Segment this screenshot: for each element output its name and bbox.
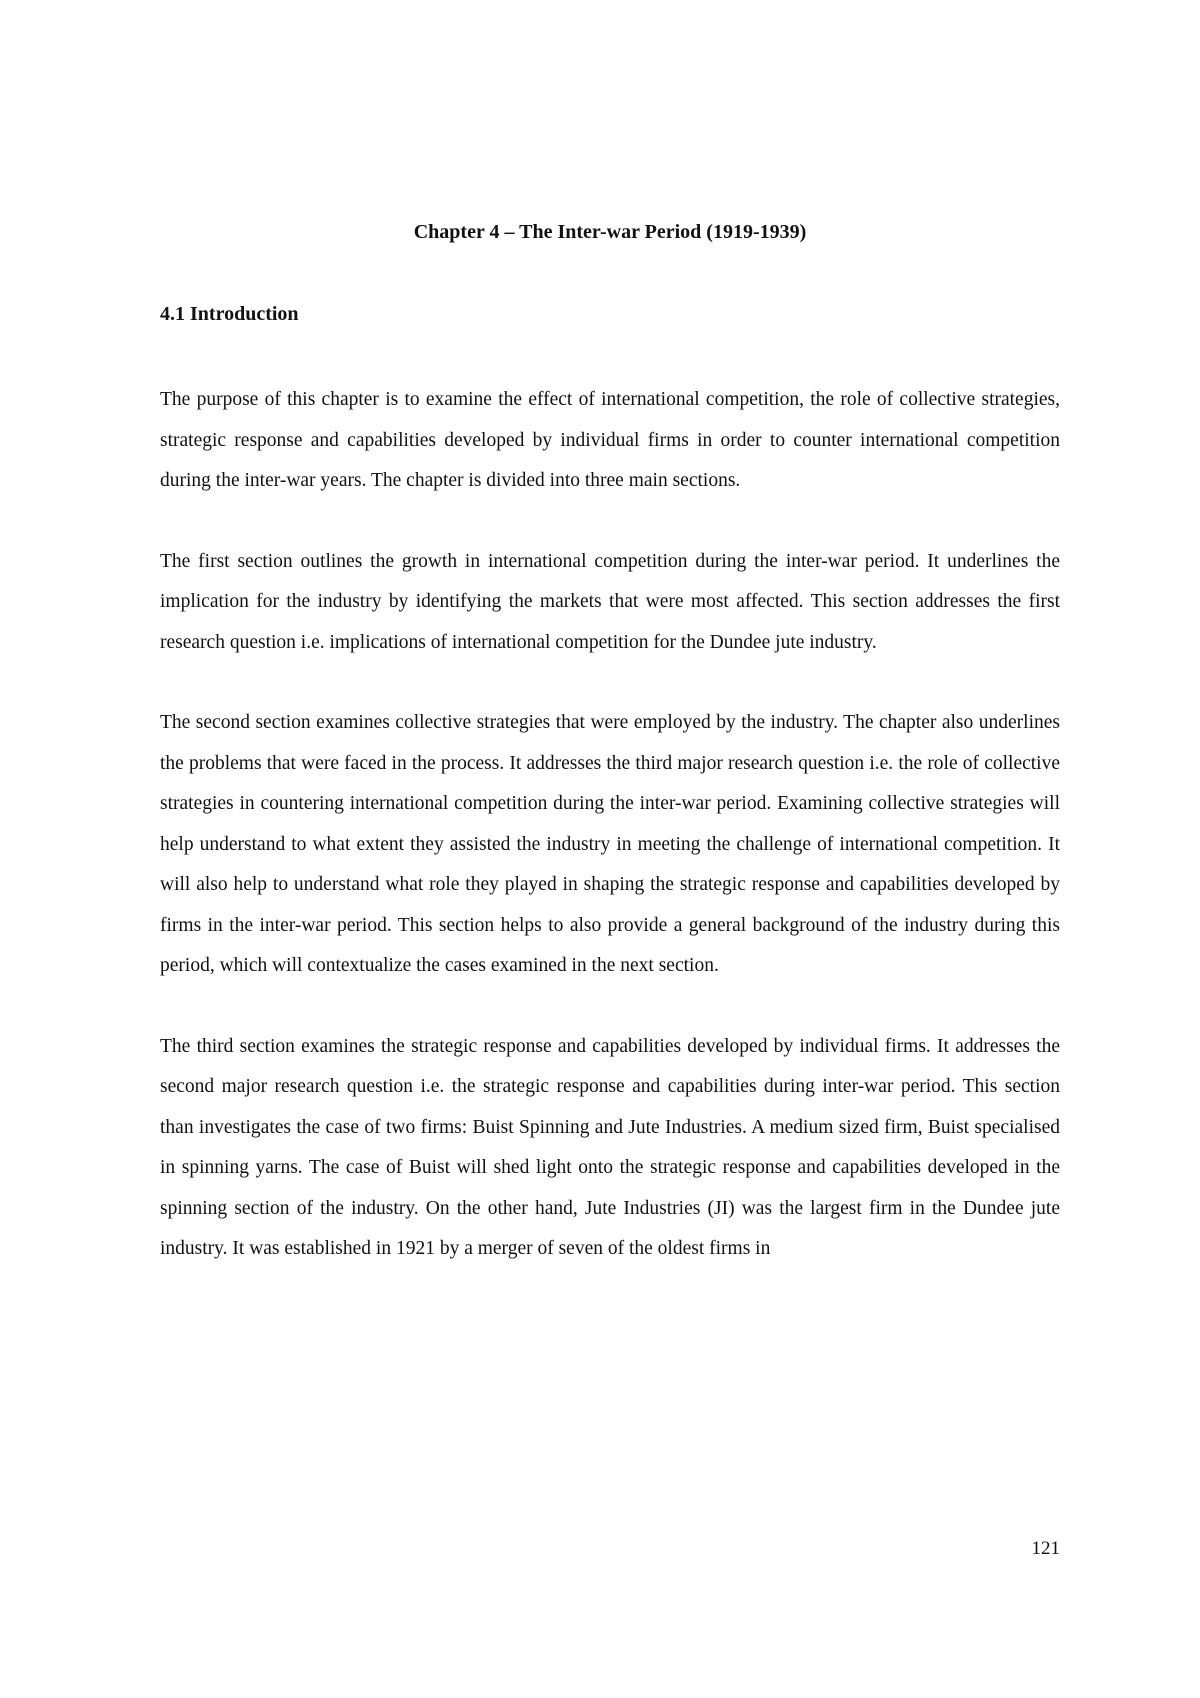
section-heading: 4.1 Introduction xyxy=(160,303,299,325)
paragraph-2: The first section outlines the growth in international competition during the inter-war period. It underlines the implication for the industry by identifying the markets that were most affected. This section addresses the first research question i.e. implications of international competition for the Dundee jute industry. xyxy=(160,550,1060,653)
paragraph-4: The third section examines the strategic response and capabilities developed by individual firms. It addresses the second major research question i.e. the strategic response and capabilities during inter-war period. This section than investigates the case of two firms: Buist Spinning and Jute Industries. A medium sized firm, Buist specialised in spinning yarns. The case of Buist will shed light onto the strategic response and capabilities developed in the spinning section of the industry. On the other hand, Jute Industries (JI) was the largest firm in the Dundee jute industry. It was established in 1921 by a merger of seven of the oldest firms in xyxy=(160,1035,1060,1259)
paragraph-3: The second section examines collective strategies that were employed by the industry. The chapter also underlines the problems that were faced in the process. It addresses the third major research question i.e. the role of collective strategies in countering international competition during the inter-war period. Examining collective strategies will help understand to what extent they assisted the industry in meeting the challenge of international competition. It will also help to understand what role they played in shaping the strategic response and capabilities developed by firms in the inter-war period. This section helps to also provide a general background of the industry during this period, which will contextualize the cases examined in the next section. xyxy=(160,712,1060,976)
paragraph-1: The purpose of this chapter is to examine the effect of international competition, the role of collective strategies, strategic response and capabilities developed by individual firms in order to counter international competition during the inter-war years. The chapter is divided into three main sections. xyxy=(160,389,1060,491)
page-number: 121 xyxy=(1031,1538,1060,1559)
body-text xyxy=(160,380,1060,1310)
chapter-title: Chapter 4 – The Inter-war Period (1919-1939) xyxy=(413,221,807,243)
